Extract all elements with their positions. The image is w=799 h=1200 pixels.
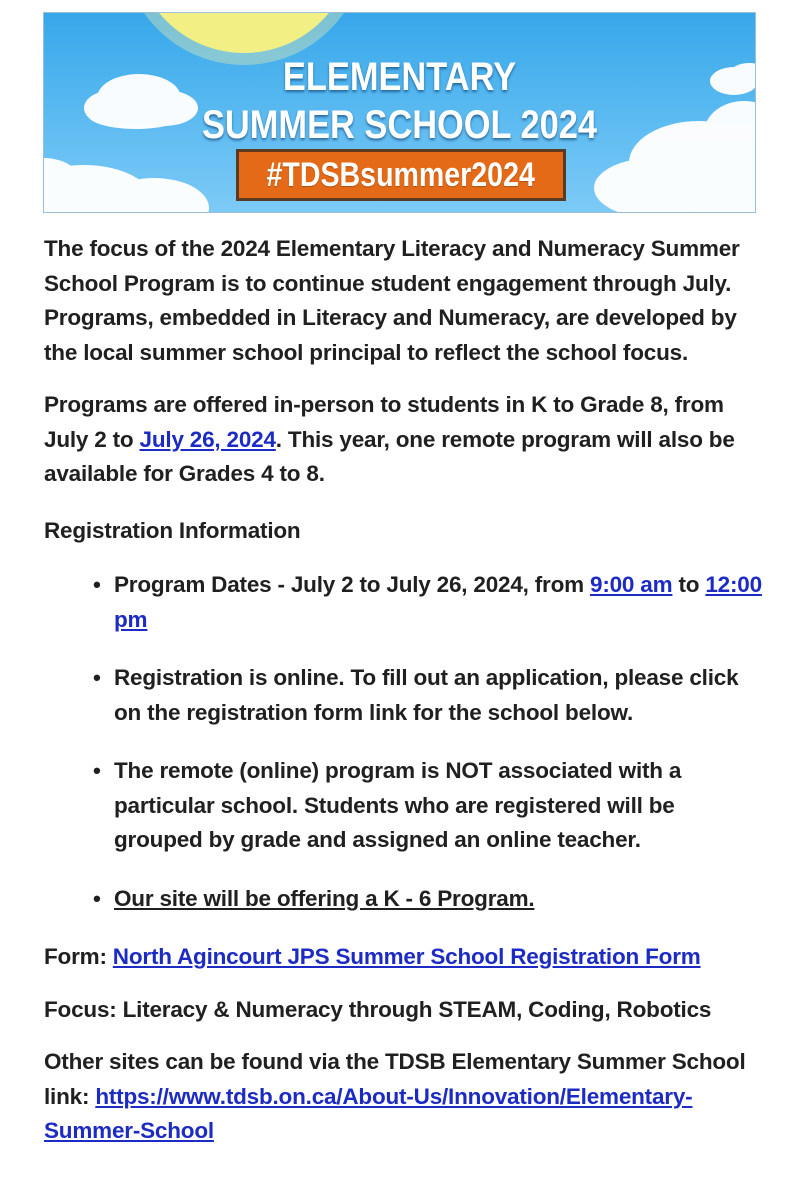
list-item-site-offering: [93, 882, 764, 917]
end-time-link[interactable]: 12:00 pm: [114, 572, 762, 632]
hashtag-text: #TDSBsummer2024: [266, 155, 536, 194]
list-item-registration-online: [93, 661, 764, 730]
bullet-icon: •: [93, 665, 101, 690]
other-sites-text: Other sites can be found via the TDSB Elementary Summer School link:: [44, 1049, 746, 1109]
banner-title-line2: SUMMER SCHOOL 2024: [201, 103, 598, 147]
registration-heading: Registration Information: [44, 517, 301, 543]
registration-list: [44, 568, 764, 916]
form-line: [44, 940, 764, 975]
site-offering-text: Our site will be offering a K - 6 Program.: [114, 885, 535, 911]
intro-paragraph: The focus of the 2024 Elementary Literacy and Numeracy Summer School Program is to continue student engagement through July. Programs, embedded in Literacy and Numeracy, are developed by the local summer school principal to reflect the school focus.: [44, 236, 740, 365]
bullet-icon: •: [93, 885, 101, 911]
list-item-remote-program: [93, 754, 764, 858]
tdsb-summer-school-link[interactable]: https://www.tdsb.on.ca/About-Us/Innovation/Elementary-Summer-School: [44, 1083, 693, 1143]
registration-form-link[interactable]: North Agincourt JPS Summer School Registration Form: [112, 944, 701, 969]
start-time-link[interactable]: 9:00 am: [590, 572, 673, 597]
bullet-icon: •: [93, 758, 101, 783]
bullet-icon: •: [93, 572, 101, 597]
hashtag-badge: [236, 149, 566, 201]
cloud-bottom-left: [44, 158, 209, 213]
focus-line: Focus: Literacy & Numeracy through STEAM, Coding, Robotics: [44, 996, 712, 1022]
summer-school-banner: [43, 12, 756, 213]
programs-paragraph: [44, 388, 764, 492]
other-sites-paragraph: [44, 1045, 764, 1149]
form-label: Form:: [44, 944, 113, 969]
program-dates-text: Program Dates - July 2 to July 26, 2024, from: [114, 572, 590, 597]
registration-online-text: Registration is online. To fill out an application, please click on the registration form link for the school below.: [114, 665, 739, 725]
programs-text-after: . This year, one remote program will also be available for Grades 4 to 8.: [44, 426, 735, 486]
programs-text-before: Programs are offered in-person to students in K to Grade 8, from July 2 to: [44, 392, 724, 452]
banner-title-line1: ELEMENTARY: [282, 55, 517, 99]
program-dates-to: to: [672, 572, 706, 597]
article-body: [44, 232, 764, 1167]
remote-program-text: The remote (online) program is NOT associated with a particular school. Students who are registered will be grouped by grade and assigned an online teacher.: [114, 758, 682, 852]
july-26-date-link[interactable]: July 26, 2024: [139, 426, 276, 452]
list-item-program-dates: [93, 568, 764, 637]
